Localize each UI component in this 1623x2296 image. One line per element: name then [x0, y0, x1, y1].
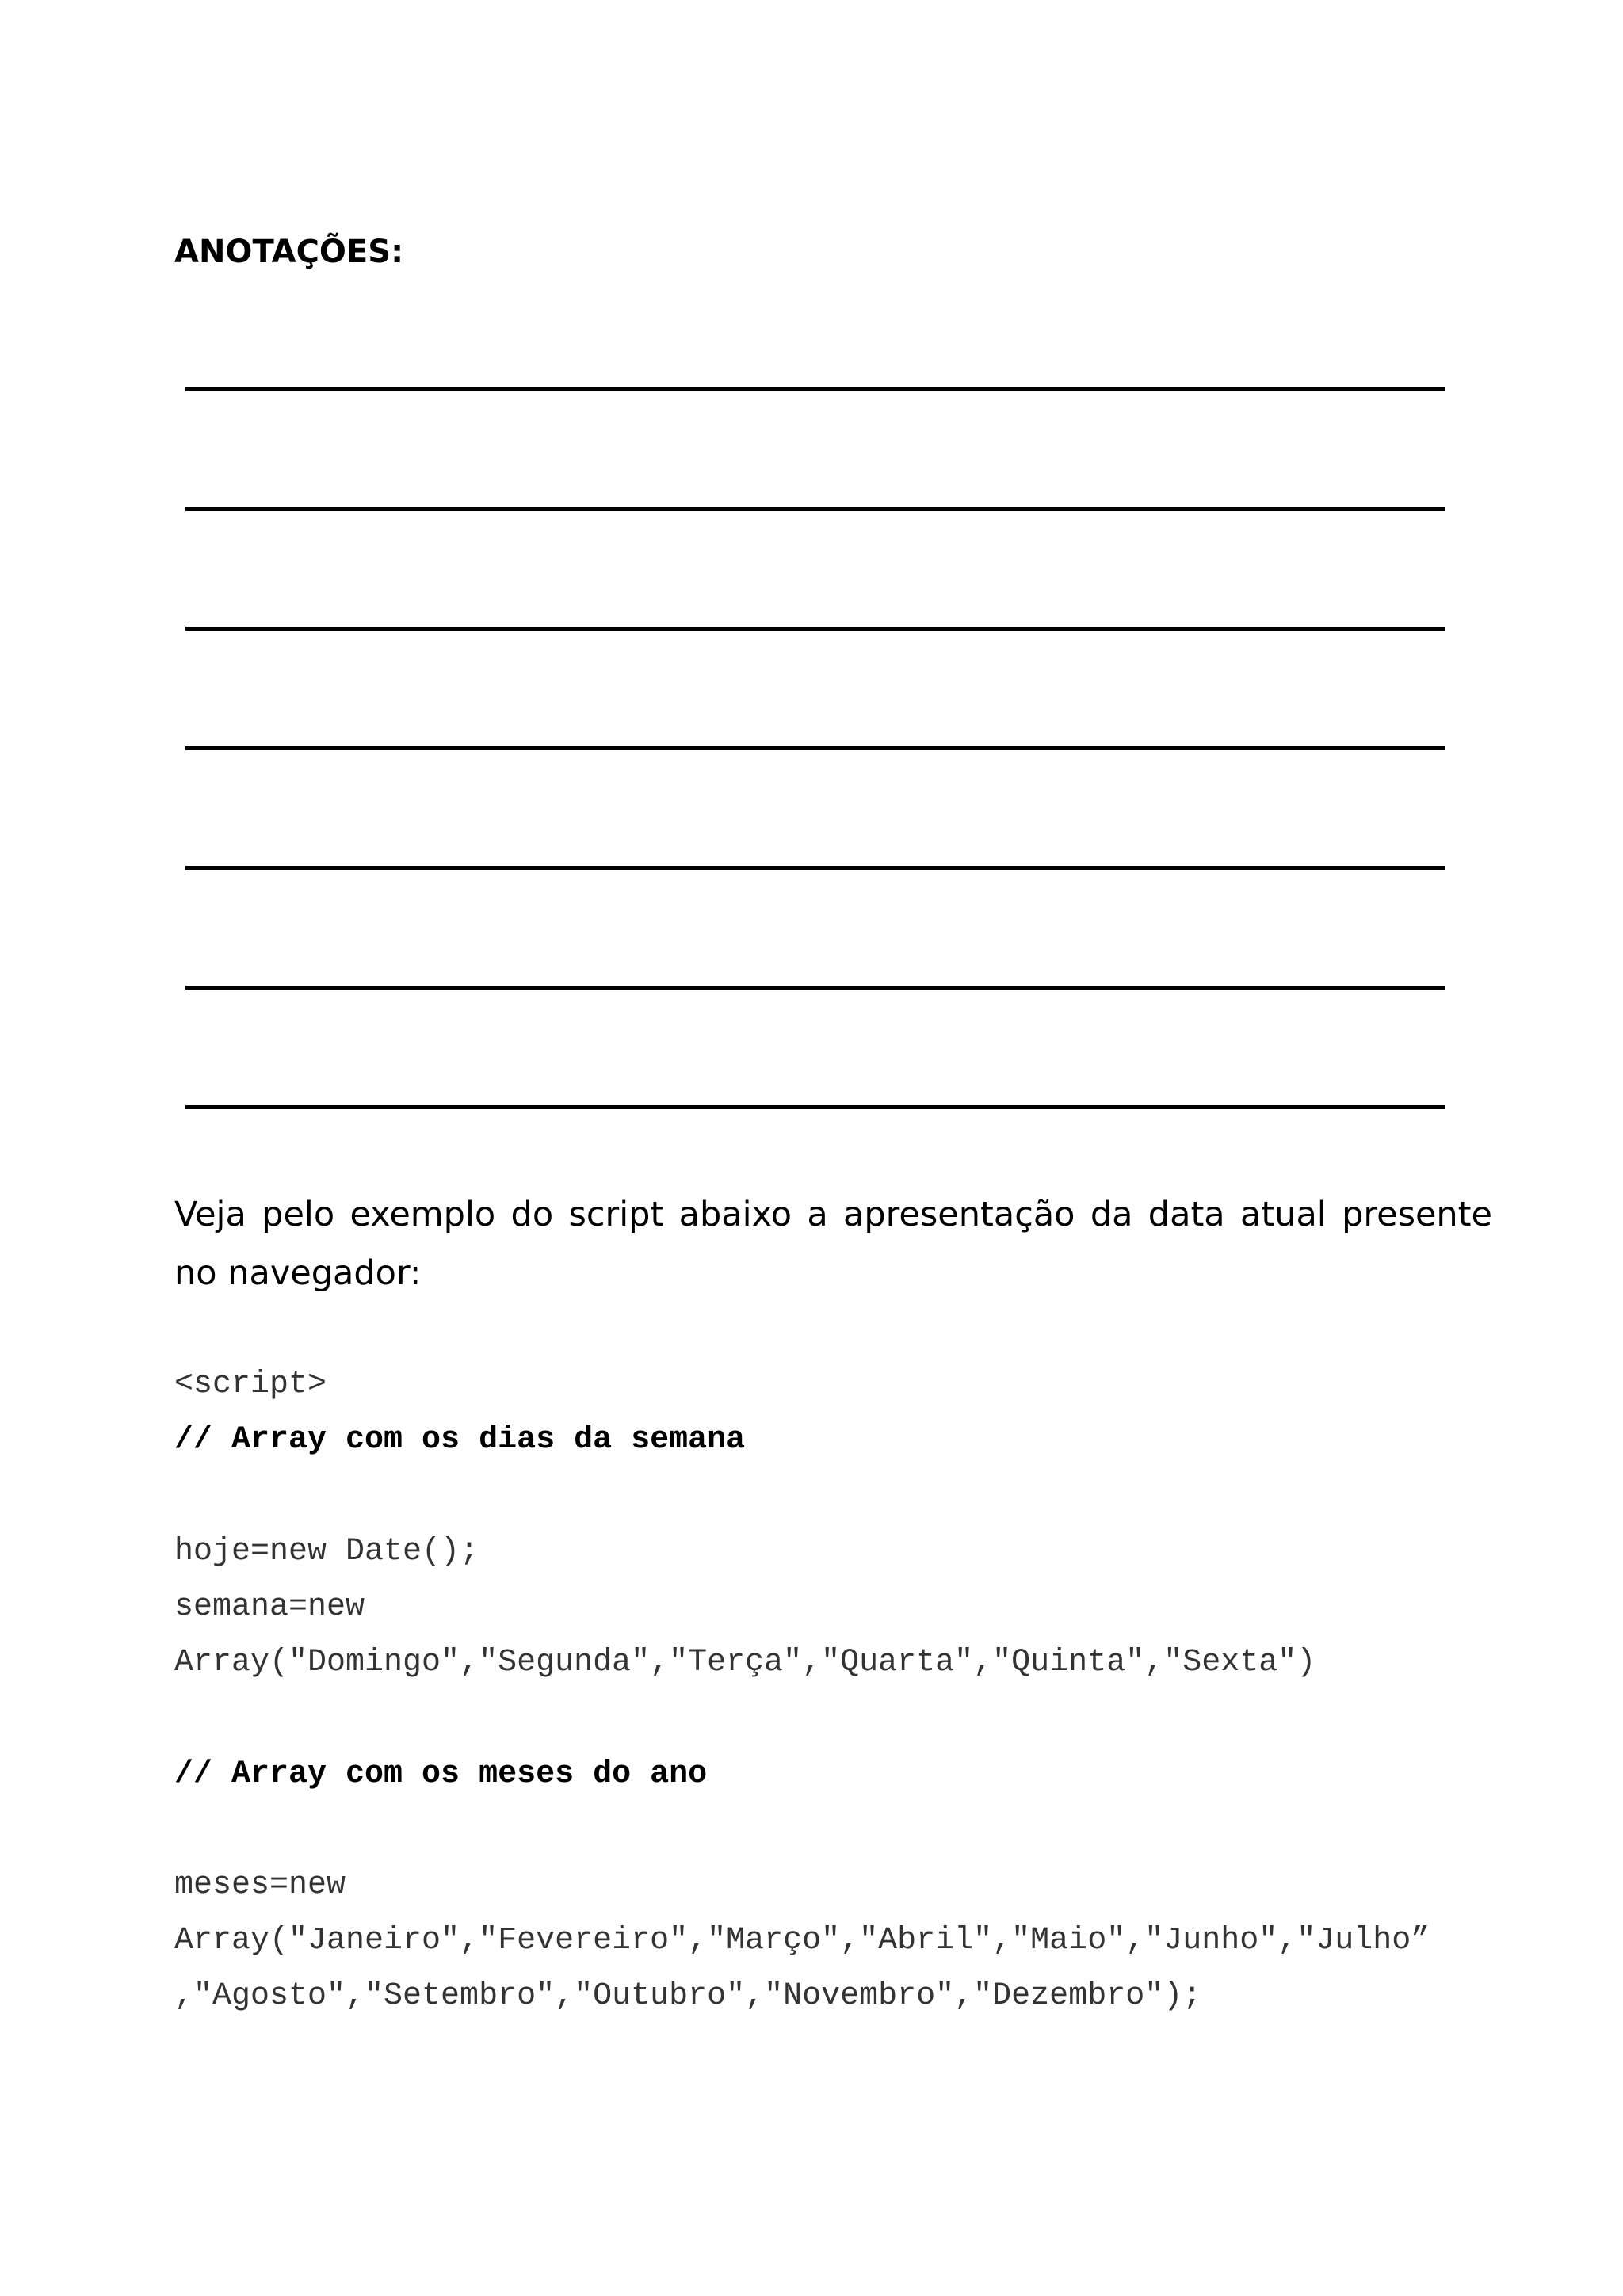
code-comment-months: // Array com os meses do ano — [174, 1756, 708, 1792]
note-line — [185, 507, 1445, 511]
note-line — [185, 866, 1445, 870]
intro-paragraph: Veja pelo exemplo do script abaixo a apresentação da data atual presente no navegador: — [174, 1195, 1492, 1293]
code-line-months-array-1: Array("Janeiro","Fevereiro","Março","Abril","Maio","Junho","Julho” — [174, 1923, 1430, 1958]
notes-area — [185, 0, 1445, 1125]
page-heading: ANOTAÇÕES: — [174, 234, 404, 270]
code-line-open-tag: <script> — [174, 1367, 327, 1402]
note-line — [185, 627, 1445, 631]
code-line-week-array: Array("Domingo","Segunda","Terça","Quarta","Quinta","Sexta") — [174, 1645, 1316, 1680]
code-comment-days: // Array com os dias da semana — [174, 1422, 746, 1458]
note-line — [185, 387, 1445, 391]
note-line — [185, 746, 1445, 750]
note-line — [185, 1105, 1445, 1109]
note-line — [185, 986, 1445, 990]
code-line-today: hoje=new Date(); — [174, 1534, 479, 1569]
code-line-months-assign: meses=new — [174, 1867, 346, 1903]
code-line-months-array-2: ,"Agosto","Setembro","Outubro","Novembro","Dezembro"); — [174, 1978, 1202, 2014]
code-line-week-assign: semana=new — [174, 1589, 365, 1625]
